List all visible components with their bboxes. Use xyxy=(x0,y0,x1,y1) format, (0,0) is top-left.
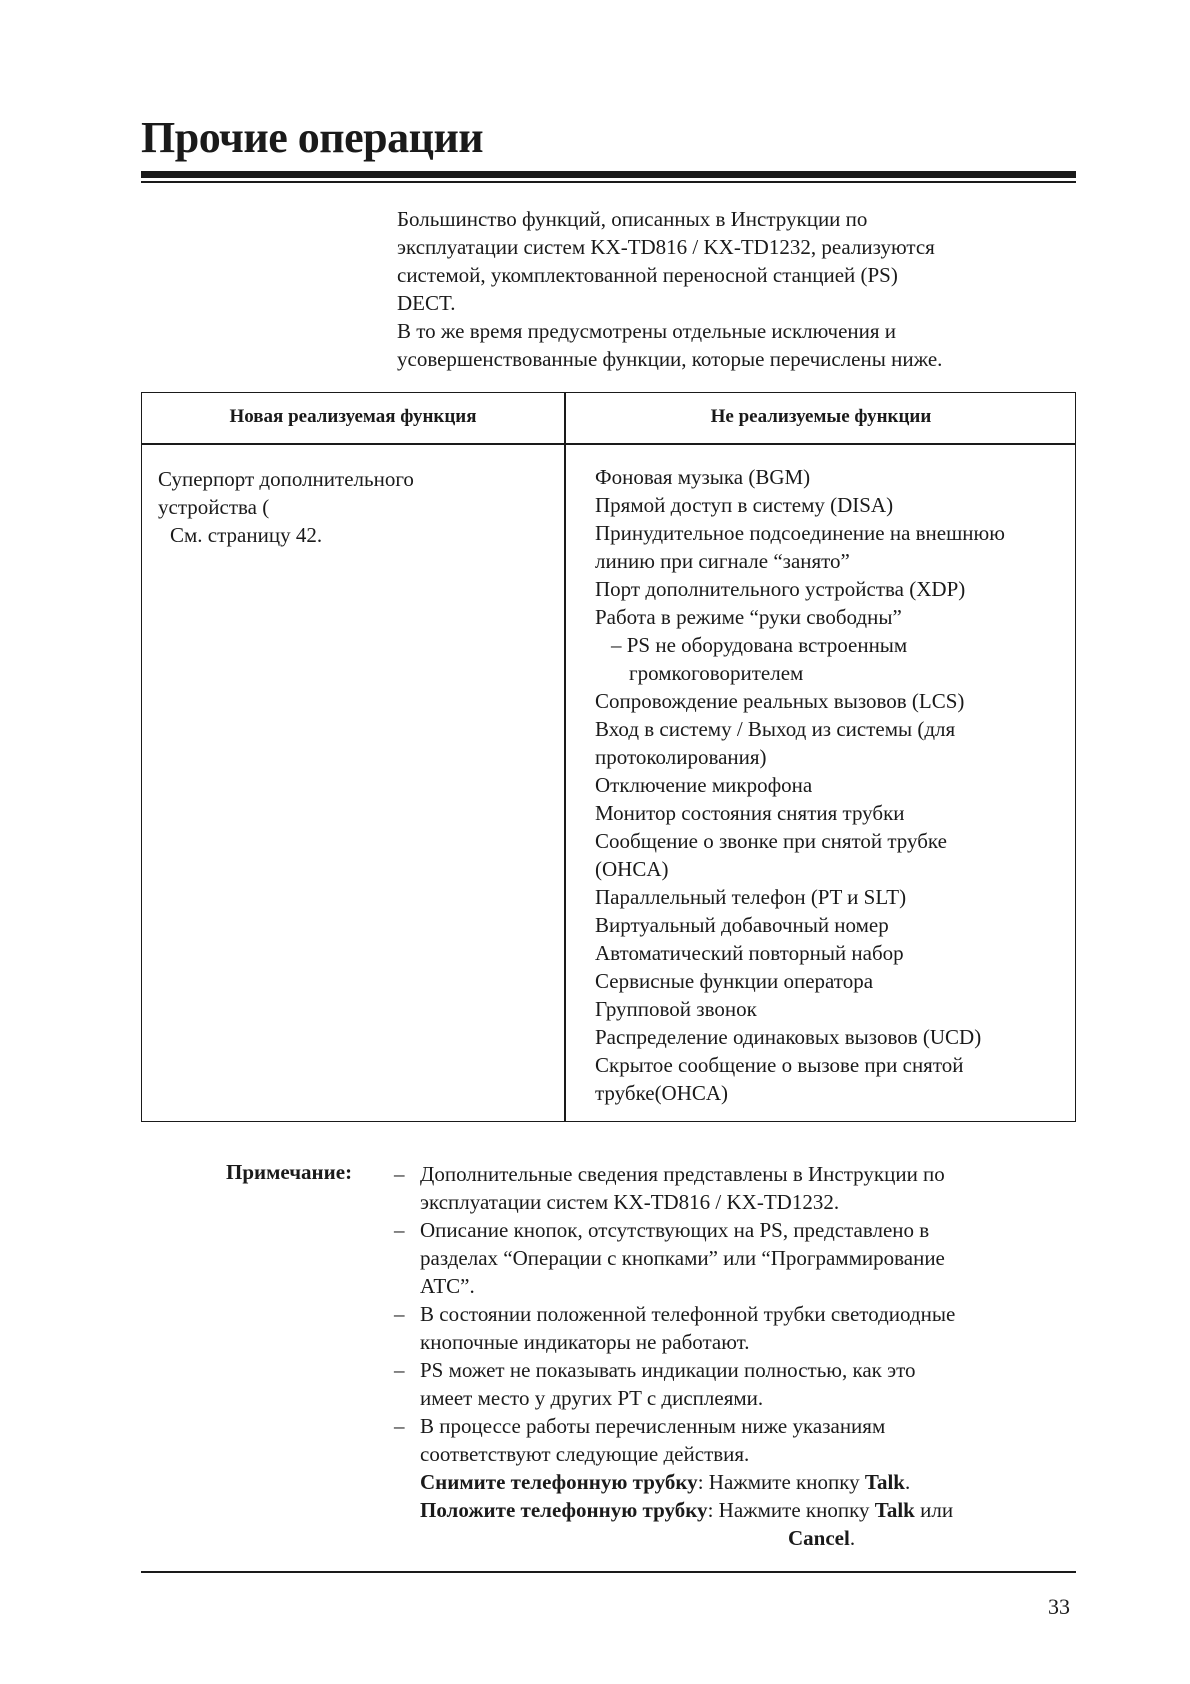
action-text: : Нажмите кнопку xyxy=(697,1470,865,1494)
note-line: Дополнительные сведения представлены в Инструкции по xyxy=(420,1162,945,1186)
list-subitem: – PS не оборудована встроенным xyxy=(611,633,908,657)
header-not-implemented: Не реализуемые функции xyxy=(710,406,932,427)
intro-line: DECT. xyxy=(397,291,456,315)
list-item: протоколирования) xyxy=(595,745,767,769)
note-item xyxy=(394,1356,955,1412)
list-item: Параллельный телефон (PT и SLT) xyxy=(595,885,907,909)
note-item xyxy=(394,1160,955,1216)
list-item: Принудительное подсоединение на внешнюю xyxy=(595,521,1005,545)
note-dash: – xyxy=(394,1218,405,1242)
list-item: трубке(OHCA) xyxy=(595,1081,729,1105)
intro-line: эксплуатации систем KX-TD816 / KX-TD1232, реализуются xyxy=(397,235,935,259)
list-item: Групповой звонок xyxy=(595,997,757,1021)
note-line: имеет место у других PT с дисплеями. xyxy=(420,1386,764,1410)
note-line: соответствуют следующие действия. xyxy=(420,1442,750,1466)
list-item: Отключение микрофона xyxy=(595,773,813,797)
table-column-divider xyxy=(564,393,566,1121)
note-line: эксплуатации систем KX-TD816 / KX-TD1232. xyxy=(420,1190,840,1214)
new-function-line: Суперпорт дополнительного xyxy=(158,467,414,491)
action-text: . xyxy=(904,1470,911,1494)
note-dash: – xyxy=(394,1414,405,1438)
action-onhook xyxy=(420,1496,955,1524)
list-item: Работа в режиме “руки свободны” xyxy=(595,605,902,629)
talk-key-label: Talk xyxy=(864,1470,905,1494)
intro-line: усовершенствованные функции, которые перечислены ниже. xyxy=(397,347,943,371)
note-line: Описание кнопок, отсутствующих на PS, представлено в xyxy=(420,1218,930,1242)
footer-rule xyxy=(141,1571,1076,1573)
action-offhook xyxy=(420,1468,955,1496)
list-item: Сервисные функции оператора xyxy=(595,969,874,993)
cancel-key-label: Cancel xyxy=(788,1526,850,1550)
intro-line: системой, укомплектованной переносной станцией (PS) xyxy=(397,263,898,287)
note-dash: – xyxy=(394,1162,405,1186)
list-item: Сопровождение реальных вызовов (LCS) xyxy=(595,689,965,713)
action-text: : Нажмите кнопку xyxy=(707,1498,875,1522)
note-label: Примечание: xyxy=(226,1160,353,1184)
new-functions-cell xyxy=(158,465,414,549)
functions-table xyxy=(141,392,1076,1122)
title-rule-thick xyxy=(141,171,1076,178)
list-item: Монитор состояния снятия трубки xyxy=(595,801,905,825)
list-item: Сообщение о звонке при снятой трубке xyxy=(595,829,947,853)
page-reference: См. страницу 42. xyxy=(170,523,323,547)
note-line: кнопочные индикаторы не работают. xyxy=(420,1330,750,1354)
note-dash: – xyxy=(394,1358,405,1382)
note-line: разделах “Операции с кнопками” или “Программирование xyxy=(420,1246,945,1270)
page-title: Прочие операции xyxy=(141,113,484,162)
action-onhook-label: Положите телефонную трубку xyxy=(420,1498,708,1522)
list-item: Распределение одинаковых вызовов (UCD) xyxy=(595,1025,982,1049)
intro-line: В то же время предусмотрены отдельные исключения и xyxy=(397,319,897,343)
action-offhook-label: Снимите телефонную трубку xyxy=(420,1470,698,1494)
note-line: АТС”. xyxy=(420,1274,475,1298)
note-line: В состоянии положенной телефонной трубки светодиодные xyxy=(420,1302,956,1326)
list-item: Прямой доступ в систему (DISA) xyxy=(595,493,894,517)
note-item xyxy=(394,1216,955,1300)
note-line: В процессе работы перечисленным ниже указаниям xyxy=(420,1414,886,1438)
list-item: Виртуальный добавочный номер xyxy=(595,913,889,937)
title-rule-thin xyxy=(141,181,1076,183)
header-new-function: Новая реализуемая функция xyxy=(229,406,477,427)
list-item: Порт дополнительного устройства (XDP) xyxy=(595,577,966,601)
intro-line: Большинство функций, описанных в Инструкции по xyxy=(397,207,868,231)
list-item: (OHCA) xyxy=(595,857,669,881)
action-text: или xyxy=(914,1498,954,1522)
intro-paragraph xyxy=(397,205,1077,373)
list-item: линию при сигнале “занято” xyxy=(595,549,850,573)
notes-list xyxy=(394,1160,955,1552)
note-item xyxy=(394,1300,955,1356)
not-implemented-cell xyxy=(595,463,1005,1107)
action-text: . xyxy=(849,1526,856,1550)
note-item xyxy=(394,1412,955,1552)
new-function-line: устройства ( xyxy=(158,495,270,519)
list-item: Вход в систему / Выход из системы (для xyxy=(595,717,956,741)
list-item: Автоматический повторный набор xyxy=(595,941,904,965)
list-item: Скрытое сообщение о вызове при снятой xyxy=(595,1053,964,1077)
action-onhook-cancel xyxy=(420,1524,955,1552)
list-subitem: громкоговорителем xyxy=(629,661,804,685)
table-header-divider xyxy=(142,443,1075,445)
page-number: 33 xyxy=(1048,1594,1070,1619)
note-line: PS может не показывать индикации полностью, как это xyxy=(420,1358,916,1382)
list-item: Фоновая музыка (BGM) xyxy=(595,465,811,489)
note-dash: – xyxy=(394,1302,405,1326)
talk-key-label: Talk xyxy=(874,1498,915,1522)
